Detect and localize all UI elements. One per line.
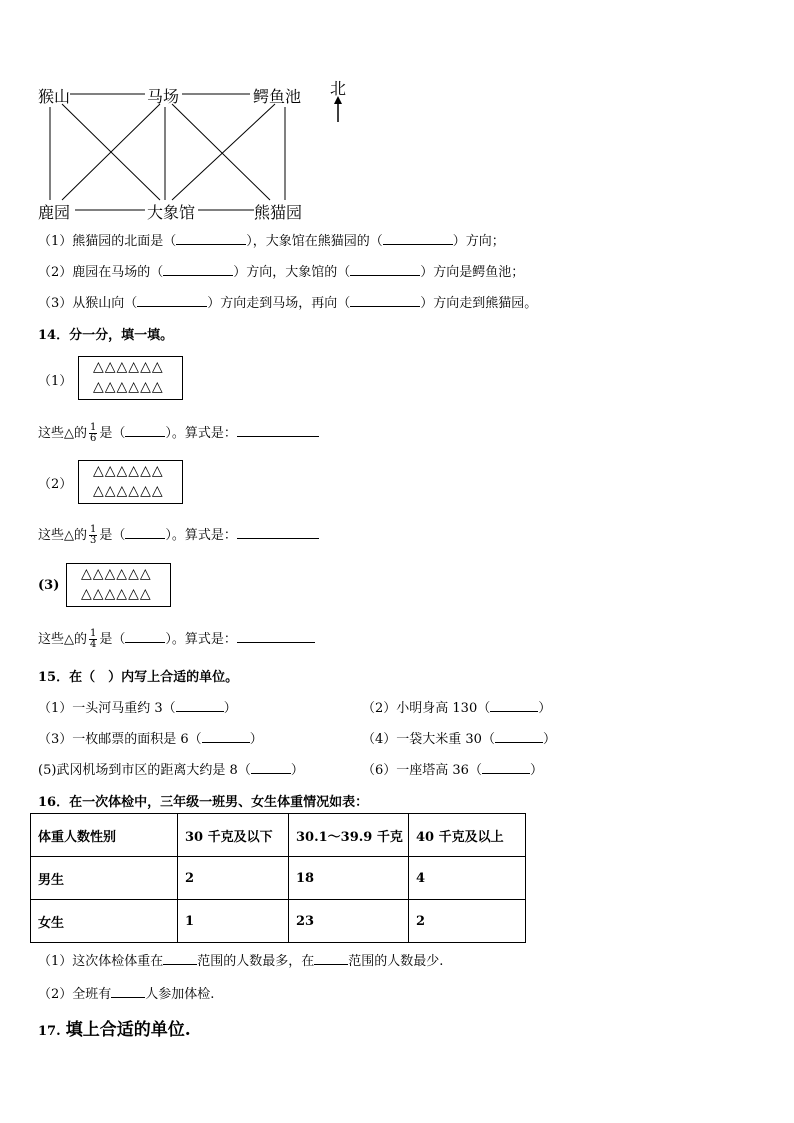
triangle-box-2: △△△△△△ △△△△△△	[78, 460, 183, 504]
table-header: 40 千克及以上	[409, 814, 526, 857]
fraction-1-6: $\frac{1}{6}$	[90, 422, 97, 444]
answer-blank[interactable]	[176, 699, 224, 712]
q15-item2: （2）小明身高 130（ ）	[362, 701, 552, 716]
q13-line1: （1）熊猫园的北面是（ ），大象馆在熊猫园的（ ）方向；	[38, 234, 505, 249]
map-elephant-hall: 大象馆	[147, 203, 196, 222]
q14-title: 14．分一分，填一填。	[38, 328, 174, 343]
map-lines	[0, 0, 400, 230]
table-header: 30 千克及以下	[178, 814, 289, 857]
table-header: 30.1～39.9 千克	[289, 814, 409, 857]
q14-part3-question: 这些△的 $\frac{1}{4}$ 是（ ）。算式是：	[38, 628, 315, 650]
q14-part3-label: (3)	[38, 578, 60, 593]
answer-blank[interactable]	[111, 985, 145, 998]
q15-title: 15．在（ ）内写上合适的单位。	[38, 670, 239, 685]
map-monkey-hill: 猴山	[38, 87, 71, 106]
q15-item3: （3）一枚邮票的面积是 6（ ）	[38, 732, 263, 747]
answer-blank[interactable]	[125, 526, 165, 539]
answer-blank[interactable]	[163, 952, 197, 965]
answer-blank[interactable]	[202, 730, 250, 743]
map-horse-farm: 马场	[147, 87, 180, 106]
answer-blank[interactable]	[350, 294, 420, 307]
map-north: 北	[330, 79, 347, 98]
table-cell: 4	[409, 857, 526, 900]
answer-blank[interactable]	[176, 232, 246, 245]
q14-part2-question: 这些△的 $\frac{1}{3}$ 是（ ）。算式是：	[38, 524, 319, 546]
answer-blank[interactable]	[163, 263, 233, 276]
q16-title: 16．在一次体检中，三年级一班男、女生体重情况如表：	[38, 795, 369, 810]
q15-item4: （4）一袋大米重 30（ ）	[362, 732, 556, 747]
table-cell: 18	[289, 857, 409, 900]
table-cell: 2	[178, 857, 289, 900]
answer-blank[interactable]	[482, 761, 530, 774]
table-cell: 23	[289, 900, 409, 943]
map-crocodile-pool: 鳄鱼池	[253, 87, 302, 106]
table-header: 体重人数性别	[31, 814, 178, 857]
formula-blank[interactable]	[237, 526, 319, 539]
q15-item6: （6）一座塔高 36（ ）	[362, 763, 543, 778]
fraction-1-4: $\frac{1}{4}$	[90, 628, 97, 650]
fraction-1-3: $\frac{1}{3}$	[90, 524, 97, 546]
q16-sub1: （1）这次体检体重在 范围的人数最多，在 范围的人数最少.	[38, 954, 444, 969]
formula-blank[interactable]	[237, 630, 315, 643]
answer-blank[interactable]	[125, 630, 165, 643]
table-cell: 女生	[31, 900, 178, 943]
answer-blank[interactable]	[383, 232, 453, 245]
answer-blank[interactable]	[495, 730, 543, 743]
table-row	[31, 857, 526, 900]
triangle-box-3: △△△△△△ △△△△△△	[66, 563, 171, 607]
q13-line3: （3）从猴山向（ ）方向走到马场，再向（ ）方向走到熊猫园。	[38, 296, 538, 311]
q14-part2-label: （2）	[38, 477, 73, 492]
answer-blank[interactable]	[350, 263, 420, 276]
table-cell: 男生	[31, 857, 178, 900]
q15-item1: （1）一头河马重约 3（ ）	[38, 701, 237, 716]
answer-blank[interactable]	[314, 952, 348, 965]
answer-blank[interactable]	[490, 699, 538, 712]
map-deer-park: 鹿园	[38, 203, 71, 222]
q15-item5: (5)武冈机场到市区的距离大约是 8（ ）	[38, 763, 304, 778]
formula-blank[interactable]	[237, 424, 319, 437]
table-row	[31, 900, 526, 943]
table-header-row	[31, 814, 526, 857]
weight-table	[30, 813, 526, 943]
answer-blank[interactable]	[125, 424, 165, 437]
triangle-box-1: △△△△△△ △△△△△△	[78, 356, 183, 400]
q13-line2: （2）鹿园在马场的（ ）方向，大象馆的（ ）方向是鳄鱼池；	[38, 265, 525, 280]
q17-title: 17. 填上合适的单位.	[38, 1020, 191, 1040]
answer-blank[interactable]	[251, 761, 291, 774]
q16-sub2: （2）全班有 人参加体检.	[38, 987, 215, 1002]
table-cell: 1	[178, 900, 289, 943]
q14-part1-label: （1）	[38, 374, 73, 389]
map-panda-park: 熊猫园	[254, 203, 303, 222]
q14-part1-question: 这些△的 $\frac{1}{6}$ 是（ ）。算式是：	[38, 422, 319, 444]
table-cell: 2	[409, 900, 526, 943]
answer-blank[interactable]	[137, 294, 207, 307]
